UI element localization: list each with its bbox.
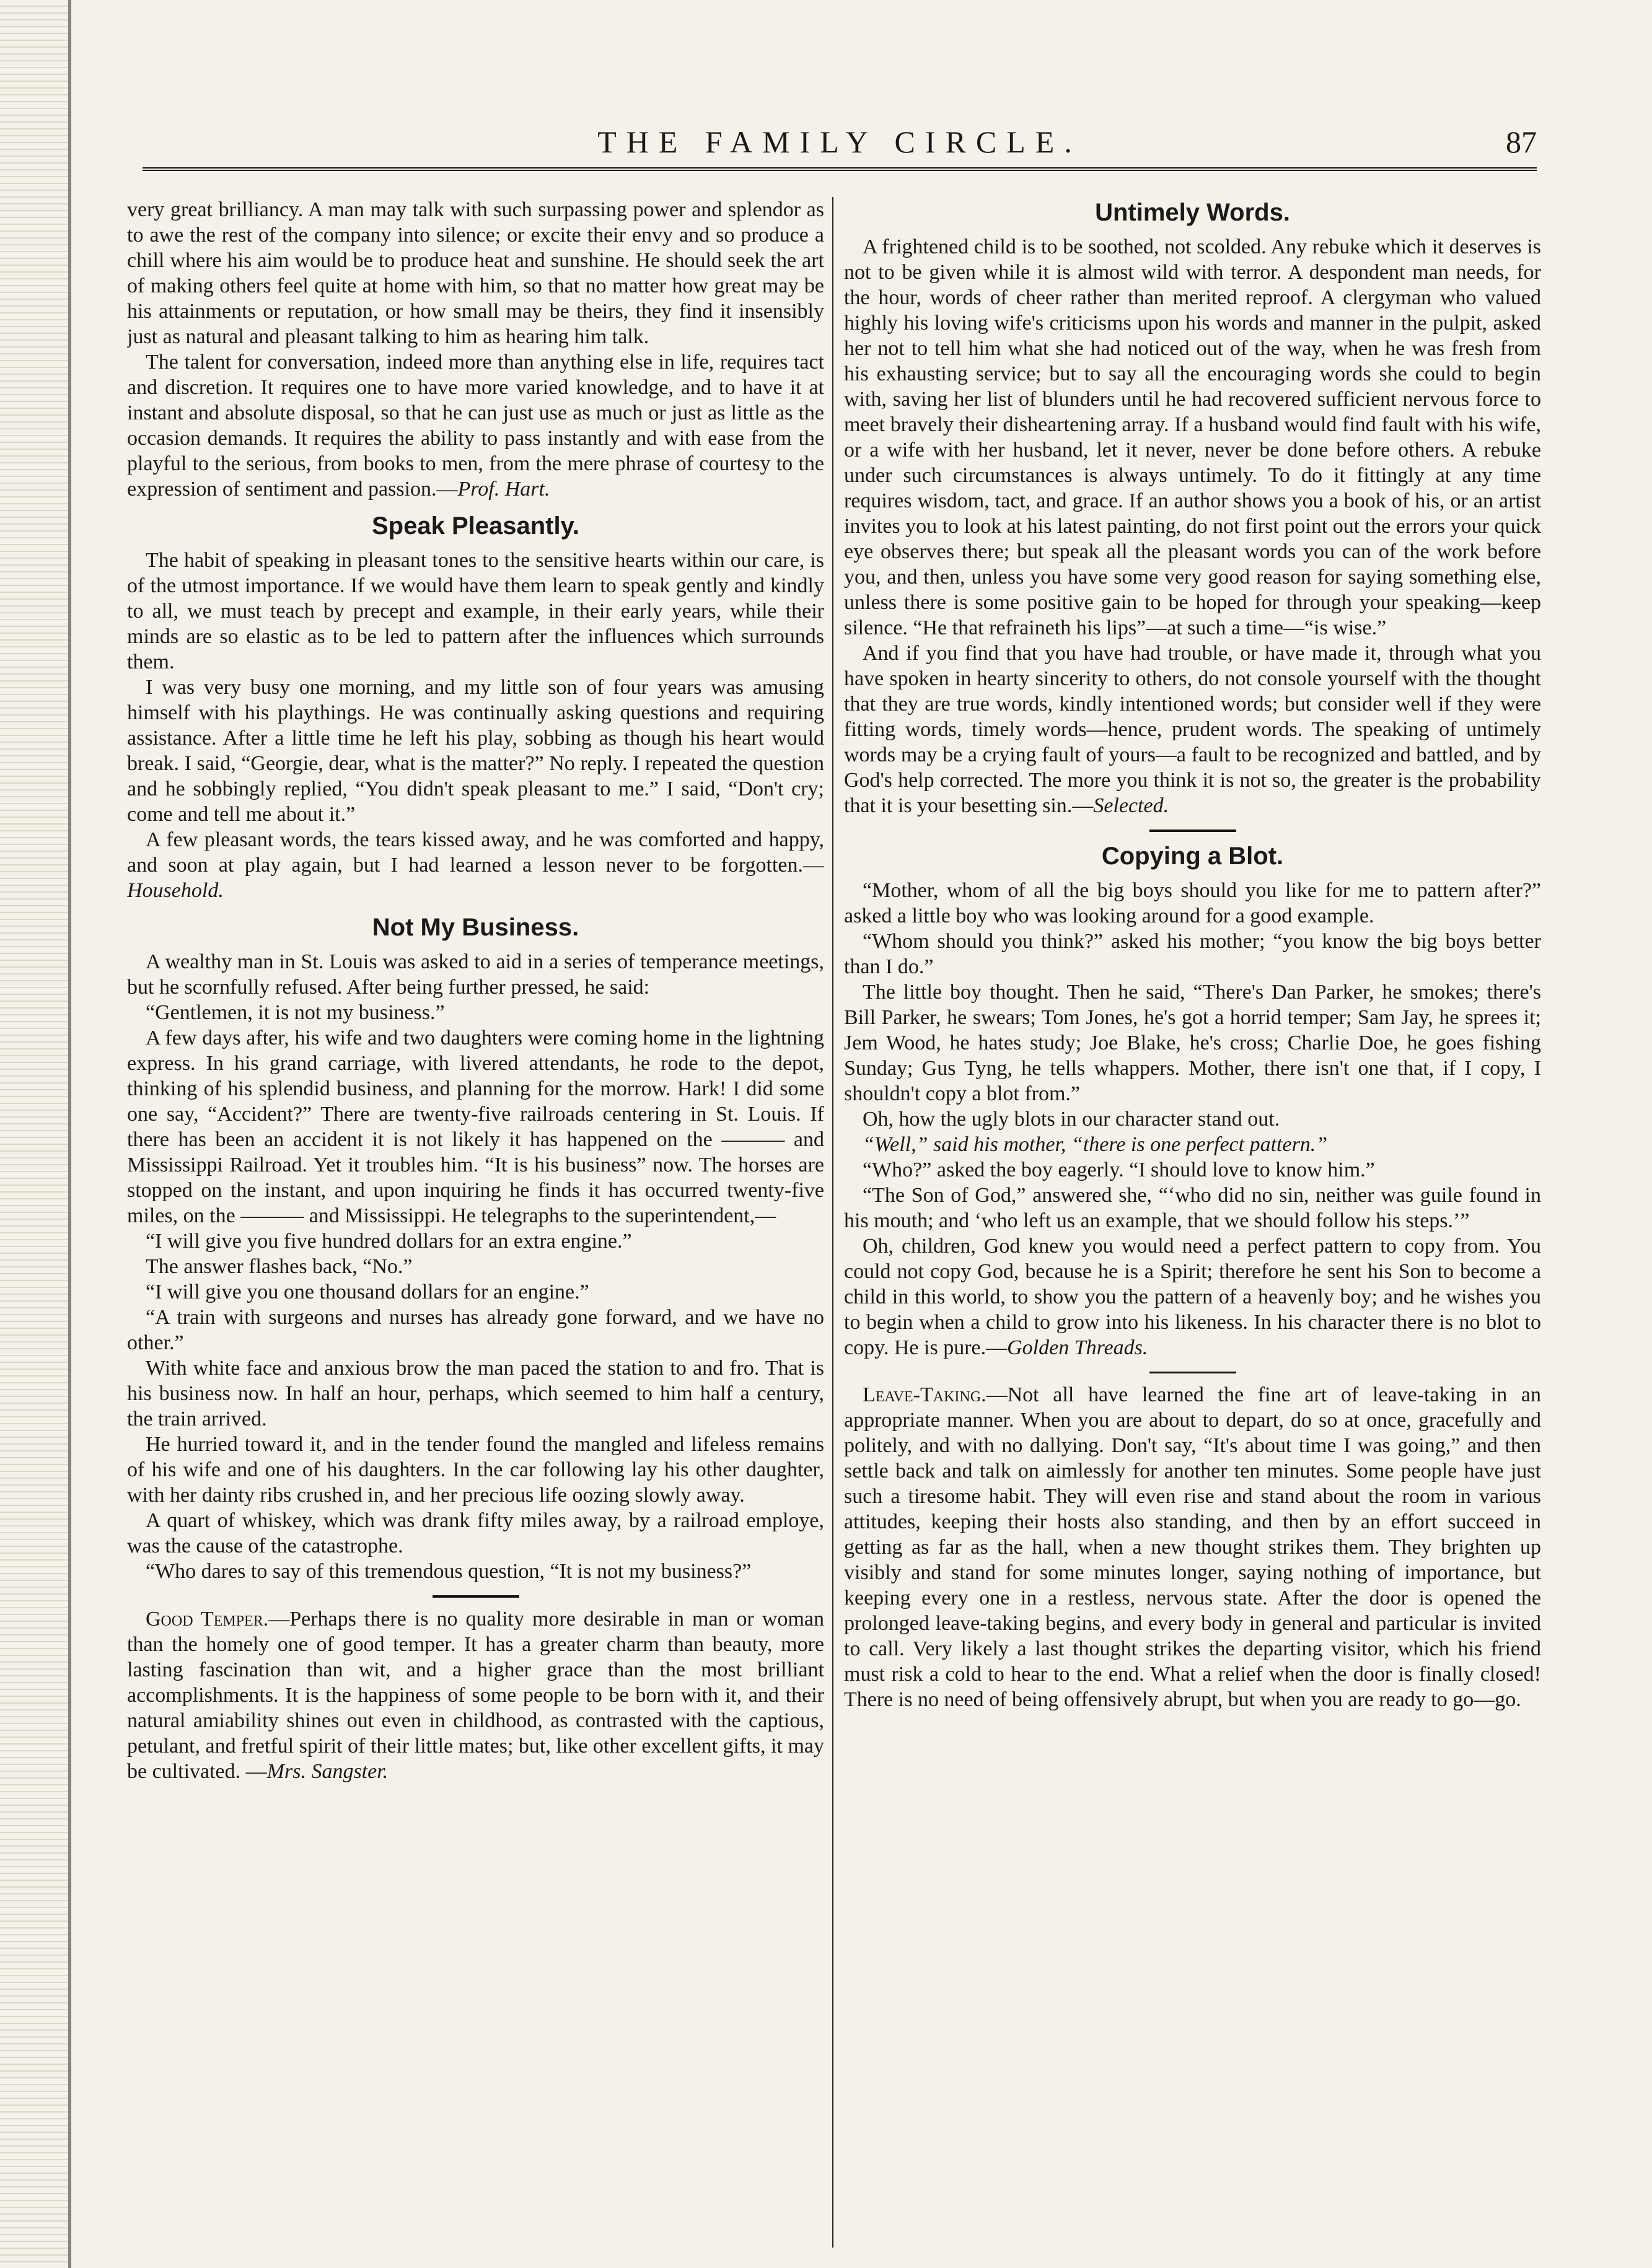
- paragraph: “Whom should you think?” asked his mother; “you know the big boys better than I do.”: [844, 930, 1541, 978]
- attribution: Selected.: [1093, 794, 1169, 817]
- paragraph: With white face and anxious brow the man paced the station to and fro. That is his business now. In half an hour, perhaps, which seemed to him half a century, the train arrived.: [127, 1357, 824, 1430]
- paragraph: I was very busy one morning, and my little son of four years was amusing himself with his playthings. He was continually asking questions and requiring assistance. After a little time he left his play, sobbing as though his heart would break. I said, “Georgie, dear, what is the matter?” No reply. I repeated the question and he sobbingly replied, “You didn't speak pleasant to me.” I said, “Don't cry; come and tell me about it.”: [127, 676, 824, 826]
- binding-edge: [0, 0, 71, 2268]
- left-column: [127, 197, 824, 2251]
- article-speak-pleasantly: [127, 510, 824, 903]
- paragraph: [844, 641, 1541, 818]
- paragraph: “I will give you one thousand dollars for an engine.”: [146, 1281, 589, 1303]
- paragraph: “Who dares to say of this tremendous question, “It is not my business?”: [146, 1560, 752, 1583]
- paragraph: [844, 1382, 1541, 1712]
- paragraph: [127, 349, 824, 502]
- paragraph-text: The talent for conversation, indeed more than anything else in life, requires tact and discretion. It requires one to have more varied knowledge, and to have it at instant and absolute disposal, so that he can just use as much or just as little as the occasion demands. It requires the ability to pass instantly and with ease from the playful to the serious, from books to men, from the mere phrase of courtesy to the expression of sentiment and passion.—: [127, 351, 824, 501]
- run-in-heading: Leave-Taking.: [863, 1383, 986, 1406]
- article-not-my-business: [127, 912, 824, 1584]
- column-divider: [832, 197, 833, 2248]
- paragraph-text: Oh, children, God knew you would need a perfect pattern to copy from. You could not copy God, because he is a Spirit; therefore he sent his Son to become a child in this world, to show you the pattern of a heavenly boy; and he wishes you to begin when a child to grow into his likeness. In his character there is no blot to copy. He is pure.—: [844, 1235, 1541, 1359]
- article-copying-a-blot: [844, 841, 1541, 1360]
- paragraph: very great brilliancy. A man may talk with such surpassing power and splendor as to awe the rest of the company into silence; or excite their envy and so produce a chill where his aim would be to produce heat and sunshine. He should seek the art of making others feel quite at home with him, so that no matter how great may be his attainments or reputation, or how small may be theirs, they find it insensibly just as natural and pleasant talking to him as hearing him talk.: [127, 198, 824, 348]
- paragraph: A wealthy man in St. Louis was asked to aid in a series of temperance meetings, but he scornfully refused. After being further pressed, he said:: [127, 950, 824, 999]
- paragraph-text: And if you find that you have had trouble, or have made it, through what you have spoken in hearty sincerity to others, do not console yourself with the thought that they are true words, kindly intentioned words; but consider well if they were fitting words, timely words—hence, prudent words. The speaking of untimely words may be a crying fault of yours—a fault to be recognized and battled, and by God's help corrected. The more you think it is not so, the greater is the probability that it is your besetting sin.—: [844, 642, 1541, 817]
- section-divider: [1149, 830, 1236, 832]
- attribution: Golden Threads.: [1007, 1336, 1148, 1359]
- page-header: [143, 124, 1537, 171]
- paragraph: [844, 1233, 1541, 1360]
- article-title: Copying a Blot.: [1101, 843, 1284, 870]
- paragraph: “Mother, whom of all the big boys should you like for me to pattern after?” asked a little boy who was looking around for a good example.: [844, 879, 1541, 927]
- paragraph-text: A few pleasant words, the tears kissed away, and he was comforted and happy, and soon at play again, but I had learned a lesson never to be forgotten.—: [127, 828, 824, 877]
- paragraph: [127, 1606, 824, 1784]
- paragraph: “Gentlemen, it is not my business.”: [146, 1001, 445, 1024]
- article-title: Speak Pleasantly.: [372, 512, 579, 540]
- attribution: Household.: [127, 879, 224, 902]
- article-untimely-words: [844, 197, 1541, 818]
- paragraph: “Who?” asked the boy eagerly. “I should love to know him.”: [863, 1158, 1375, 1181]
- paragraph: He hurried toward it, and in the tender found the mangled and lifeless remains of his wife and one of his daughters. In the car following lay his other daughter, with her dainty ribs crushed in, and her precious life oozing slowly away.: [127, 1433, 824, 1507]
- paragraph: A quart of whiskey, which was drank fifty miles away, by a railroad employe, was the cause of the catastrophe.: [127, 1509, 824, 1557]
- paragraph: The answer flashes back, “No.”: [146, 1255, 413, 1278]
- section-divider: [433, 1595, 519, 1598]
- paragraph: “The Son of God,” answered she, “‘who did no sin, neither was guile found in his mouth; and ‘who left us an example, that we should follow his steps.’”: [844, 1184, 1541, 1232]
- article-title: Untimely Words.: [1095, 199, 1290, 226]
- run-in-heading: Good Temper.: [146, 1608, 269, 1631]
- section-divider: [1149, 1372, 1236, 1373]
- paragraph-text: —Perhaps there is no quality more desirable in man or woman than the homely one of good temper. It has a greater charm than beauty, more lasting fascination than wit, and a higher grace than the most brilliant accomplishments. It is the happiness of some people to be born with it, and their natural amiability shines out even in childhood, as contrasted with the captious, petulant, and fretful spirit of their little mates; but, like other excellent gifts, it may be cultivated. —: [127, 1608, 824, 1783]
- article-good-temper: [127, 1606, 824, 1784]
- paragraph: “Well,” said his mother, “there is one perfect pattern.”: [863, 1133, 1328, 1156]
- paragraph: “I will give you five hundred dollars for an extra engine.”: [146, 1230, 632, 1253]
- article-conversation-continued: [127, 197, 824, 502]
- paragraph: “A train with surgeons and nurses has already gone forward, and we have no other.”: [127, 1306, 824, 1354]
- article-title: Not My Business.: [372, 914, 579, 941]
- paragraph: A few days after, his wife and two daughters were coming home in the lightning express. In his grand carriage, with livered attendants, he rode to the depot, thinking of his splendid business, and planning for the morrow. Hark! I did some one say, “Accident?” There are twenty-five railroads centering in St. Louis. If there has been an accident it is not likely it has happened on the ——— and Mississippi Railroad. Yet it troubles him. “It is his business” now. The horses are stopped on the instant, and upon inquiring he finds it has occurred twenty-five miles, on the ——— and Mississippi. He telegraphs to the superintendent,—: [127, 1027, 824, 1227]
- paragraph: Oh, how the ugly blots in our character stand out.: [863, 1108, 1280, 1131]
- paragraph: [127, 827, 824, 903]
- paragraph-text: —Not all have learned the fine art of leave-taking in an appropriate manner. When you are about to depart, do so at once, gracefully and politely, and with no dallying. Don't say, “It's about time I was going,” and then settle back and talk on aimlessly for another ten minutes. Some people have just such a tiresome habit. They will even rise and stand about the room in various attitudes, keeping their hosts also standing, and then by an effort succeed in getting as far as the hall, when a new thought strikes them. They brighten up visibly and stand for some minutes longer, saying nothing of importance, but keeping every one in a restless, nervous state. After the door is opened the prolonged leave-taking begins, and every body in general and particular is invited to call. Very likely a last thought strikes the departing visitor, which his friend must risk a cold to hear to the end. What a relief when the door is finally closed! There is no need of being offensively abrupt, but when you are ready to go—go.: [844, 1383, 1541, 1711]
- right-column: [844, 197, 1541, 2251]
- attribution: Prof. Hart.: [457, 478, 550, 501]
- page-number: 87: [1506, 125, 1537, 159]
- attribution: Mrs. Sangster.: [266, 1760, 389, 1783]
- paragraph: A frightened child is to be soothed, not scolded. Any rebuke which it deserves is not to be given while it is almost wild with terror. A despondent man needs, for the hour, words of cheer rather than merited reproof. A clergyman who valued highly his loving wife's criticisms upon his words and manner in the pulpit, asked her not to tell him what she had noticed out of the way, when he was fresh from his exhausting service; but to say all the encouraging words she could to begin with, saving her list of blunders until he had recovered sufficient nervous force to meet bravely their disheartening array. If a husband would find fault with his wife, or a wife with her husband, let it never, never be done before others. A rebuke under such circumstances is always untimely. To do it fittingly at any time requires wisdom, tact, and grace. If an author shows you a book of his, or an artist invites you to look at his latest painting, do not first point out the errors your quick eye observes there; but speak all the pleasant words you can of the work before you, and then, unless you have some very good reason for saying something else, unless there is some positive gain to be hoped for through your speaking—keep silence. “He that refraineth his lips”—at such a time—“is wise.”: [844, 235, 1541, 639]
- paragraph: The habit of speaking in pleasant tones to the sensitive hearts within our care, is of the utmost importance. If we would have them learn to speak gently and kindly to all, we must teach by precept and example, in their early years, while their minds are so elastic as to be led to pattern after the influences which surrounds them.: [127, 549, 824, 673]
- article-leave-taking: [844, 1382, 1541, 1712]
- paragraph: The little boy thought. Then he said, “There's Dan Parker, he smokes; there's Bill Parker, he swears; Tom Jones, he's got a horrid temper; Sam Jay, he sprees it; Jem Wood, he hates study; Joe Blake, he's cross; Charlie Doe, he goes fishing Sunday; Gus Tyng, he tells whappers. Mother, there isn't one that, if I copy, I shouldn't copy a blot from.”: [844, 981, 1541, 1105]
- running-title: THE FAMILY CIRCLE.: [597, 125, 1082, 159]
